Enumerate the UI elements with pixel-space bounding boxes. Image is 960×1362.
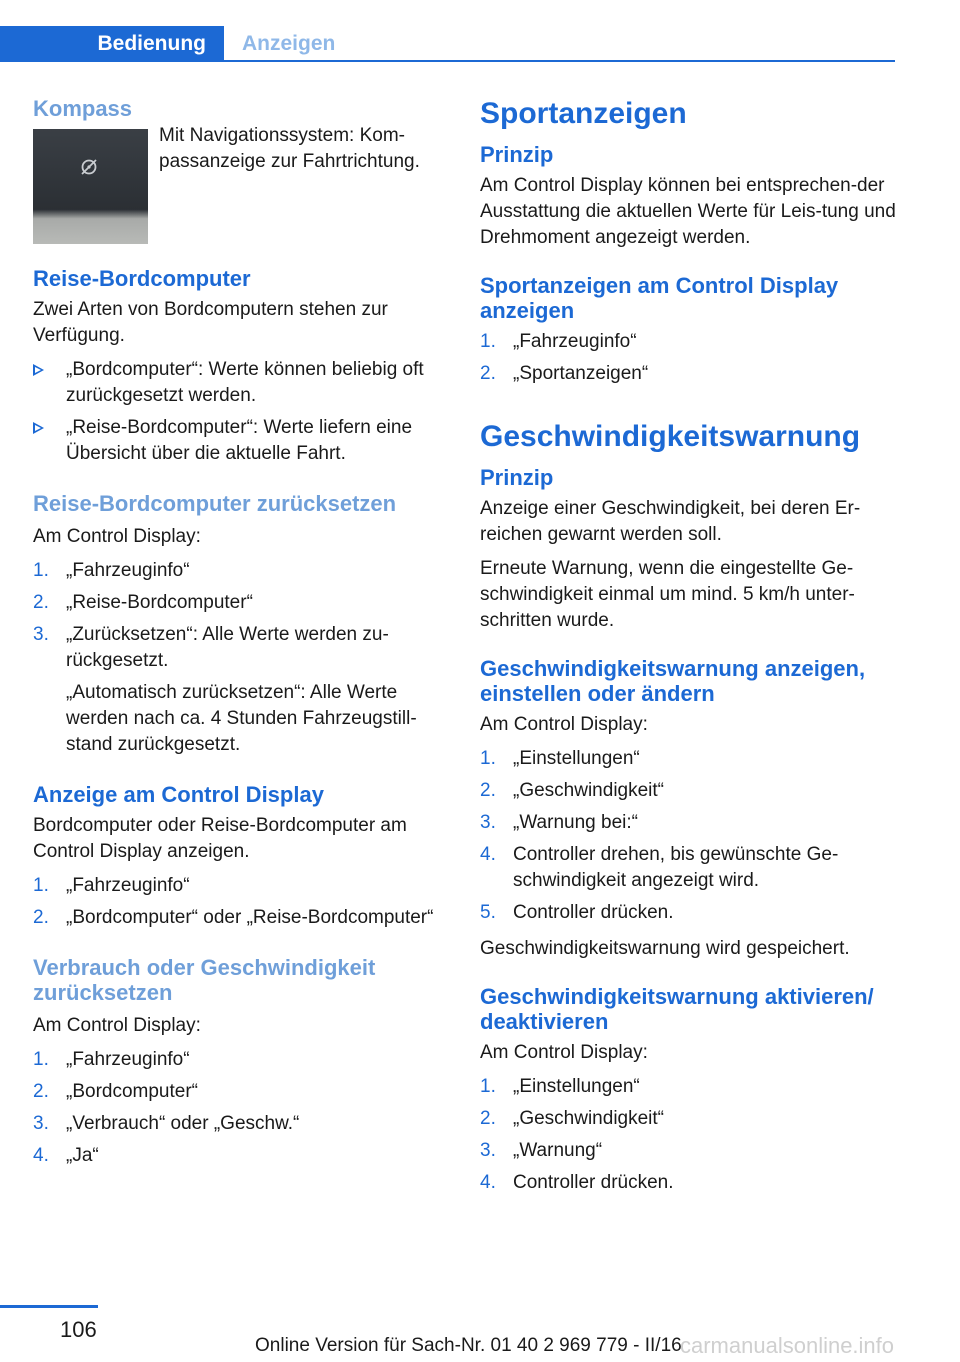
list-item: 5. Controller drücken.: [480, 902, 674, 923]
gw-prinzip-text-2: Erneute Warnung, wenn die eingestellte Ge-schwindigkeit einmal um mind. 5 km/h unter-schritten wurde.: [480, 558, 855, 631]
verbrauch-text: Am Control Display:: [33, 1015, 201, 1036]
list-item: 1. „Einstellungen“: [480, 748, 640, 769]
gw-einstellen-after: Geschwindigkeitswarnung wird gespeichert.: [480, 938, 850, 959]
reset-steps: [33, 558, 443, 758]
list-item-subtext: „Automatisch zurücksetzen“: Alle Werte werden nach ca. 4 Stunden Fahrzeugstill-stand zurückgesetzt.: [66, 682, 417, 755]
left-column: [33, 96, 443, 1179]
tab-anzeigen[interactable]: Anzeigen: [242, 32, 336, 55]
gw-prinzip-heading: Prinzip: [480, 465, 554, 490]
reset-text: Am Control Display:: [33, 526, 201, 547]
list-item: 1. „Fahrzeuginfo“: [33, 1049, 190, 1070]
right-column: [480, 96, 900, 1206]
page-number: 106: [60, 1317, 97, 1342]
footer-divider: [0, 1305, 98, 1308]
triangle-bullet-icon: [33, 364, 44, 376]
list-item: 3. „Warnung bei:“: [480, 812, 638, 833]
gw-einstellen-heading: Geschwindigkeitswarnung anzeigen, einstellen oder ändern: [480, 656, 866, 706]
tab-bedienung[interactable]: Bedienung: [0, 26, 224, 62]
anzeige-heading: Anzeige am Control Display: [33, 782, 324, 807]
list-item: 2. „Bordcomputer“: [33, 1081, 198, 1102]
anzeige-text: Bordcomputer oder Reise-Bordcomputer am Control Display anzeigen.: [33, 815, 407, 862]
gw-aktivieren-text: Am Control Display:: [480, 1042, 648, 1063]
page-header: [0, 0, 895, 62]
triangle-bullet-icon: [33, 422, 44, 434]
online-version-note: Online Version für Sach-Nr. 01 40 2 969 779 - II/16: [255, 1335, 682, 1356]
gw-einstellen-steps: [480, 746, 900, 926]
list-item: 2. „Geschwindigkeit“: [480, 780, 664, 801]
list-item: 2. „Bordcomputer“ oder „Reise-Bordcomputer“: [33, 907, 434, 928]
gw-aktivieren-steps: [480, 1074, 900, 1196]
list-item: 1. „Fahrzeuginfo“: [33, 875, 190, 896]
list-item: 3. „Warnung“: [480, 1140, 603, 1161]
reise-text: Zwei Arten von Bordcomputern stehen zur Verfügung.: [33, 299, 388, 346]
verbrauch-heading: Verbrauch oder Geschwindigkeit zurücksetzen: [33, 955, 376, 1005]
gw-aktivieren-heading: Geschwindigkeitswarnung aktivieren/ deaktivieren: [480, 984, 874, 1034]
watermark: carmanualsonline.info: [680, 1333, 895, 1358]
list-item: 1. „Fahrzeuginfo“: [480, 331, 637, 352]
kompass-image: [33, 129, 148, 244]
list-item: 3. „Verbrauch“ oder „Geschw.“: [33, 1113, 300, 1134]
list-item: 4. „Ja“: [33, 1145, 99, 1166]
sport-prinzip-text: Am Control Display können bei entsprechen-der Ausstattung die aktuellen Werte für Leis-tung und Drehmoment angezeigt werden.: [480, 175, 896, 248]
list-item: 1. „Einstellungen“: [480, 1076, 640, 1097]
sport-prinzip-heading: Prinzip: [480, 142, 554, 167]
anzeige-steps: [33, 873, 443, 931]
sport-anzeigen-heading: Sportanzeigen am Control Display anzeigen: [480, 273, 839, 323]
list-item: 4. Controller drücken.: [480, 1172, 674, 1193]
gw-einstellen-text: Am Control Display:: [480, 714, 648, 735]
list-item: 2. „Geschwindigkeit“: [480, 1108, 664, 1129]
sport-steps: [480, 329, 900, 387]
list-item: 2. „Sportanzeigen“: [480, 363, 649, 384]
list-item: 2. „Reise-Bordcomputer“: [33, 592, 253, 613]
reise-bullets: [33, 357, 443, 467]
kompass-text: Mit Navigationssystem: Kom-passanzeige zur Fahrtrichtung.: [159, 125, 420, 172]
compass-off-icon: [79, 157, 99, 177]
gw-prinzip-text-1: Anzeige einer Geschwindigkeit, bei deren Er-reichen gewarnt werden soll.: [480, 498, 861, 545]
reise-heading: Reise-Bordcomputer: [33, 266, 251, 291]
gw-heading: Geschwindigkeitswarnung: [480, 420, 861, 453]
header-divider: [0, 60, 895, 62]
reset-heading: Reise-Bordcomputer zurücksetzen: [33, 491, 397, 516]
list-item: „Bordcomputer“: Werte können beliebig oft zurückgesetzt werden.: [33, 357, 443, 409]
list-item: 1. „Fahrzeuginfo“: [33, 560, 190, 581]
verbrauch-steps: [33, 1047, 443, 1169]
list-item: 3. „Zurücksetzen“: Alle Werte werden zu-rückgesetzt. „Automatisch zurücksetzen“: Alle Werte werden nach ca. 4 Stunden Fahrzeugstill-stand zurückgesetzt.: [33, 622, 443, 758]
kompass-heading: Kompass: [33, 96, 133, 121]
list-item: „Reise-Bordcomputer“: Werte liefern eine Übersicht über die aktuelle Fahrt.: [33, 415, 443, 467]
kompass-section: [33, 125, 443, 244]
list-item: 4. Controller drehen, bis gewünschte Ge-schwindigkeit angezeigt wird.: [480, 844, 839, 891]
sport-heading: Sportanzeigen: [480, 97, 687, 130]
